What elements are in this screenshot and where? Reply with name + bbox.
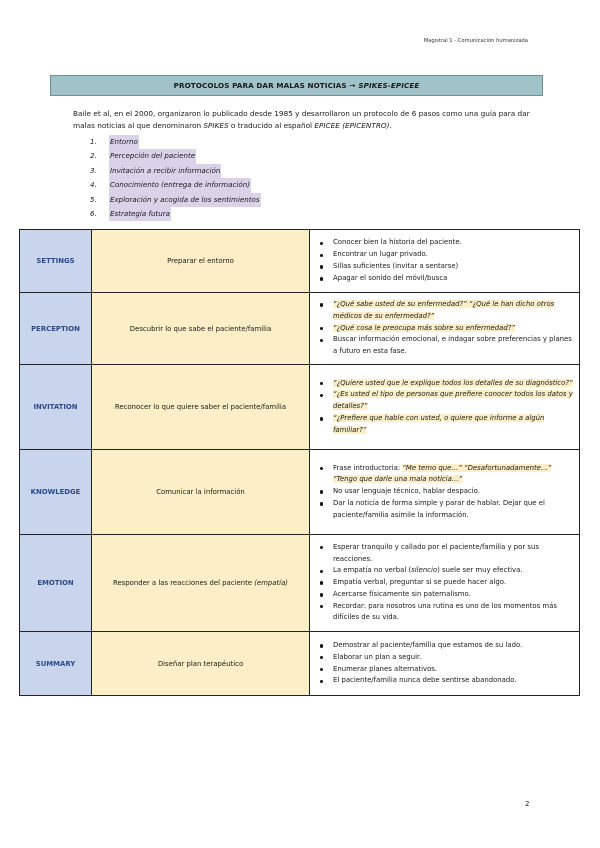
row-label: SUMMARY — [20, 632, 92, 696]
intro-text-3: . — [389, 121, 392, 131]
table-row — [20, 230, 580, 293]
row-items — [310, 365, 580, 450]
table-row — [20, 365, 580, 450]
step-text: Exploración y acogida de los sentimientos — [109, 193, 261, 207]
row-description: Comunicar la información — [92, 450, 310, 535]
list-item: Empatía verbal, preguntar si se puede hacer algo. — [314, 577, 573, 589]
list-item: Apagar el sonido del móvil/busca — [314, 273, 573, 285]
steps-list — [90, 135, 261, 221]
list-item — [314, 378, 573, 390]
step-text: Percepción del paciente — [109, 149, 196, 163]
list-item: Encontrar un lugar privado. — [314, 249, 573, 261]
step-num: 1. — [90, 137, 97, 146]
list-item — [90, 149, 261, 163]
table-row — [20, 632, 580, 696]
list-item — [314, 413, 573, 437]
list-item — [314, 565, 573, 577]
quote-text: “¿Es usted el tipo de personas que prefiere conocer todos los datos y detalles?” — [333, 390, 573, 411]
row-description: Reconocer lo que quiere saber el paciente/familia — [92, 365, 310, 450]
list-item — [90, 135, 261, 149]
step-text: Estrategia futura — [109, 207, 171, 221]
list-item — [90, 178, 261, 192]
row-label: INVITATION — [20, 365, 92, 450]
row-label: EMOTION — [20, 535, 92, 632]
list-item: Acercarse físicamente sin paternalismo. — [314, 589, 573, 601]
table-row — [20, 293, 580, 365]
step-num: 4. — [90, 180, 97, 190]
row-items — [310, 450, 580, 535]
list-item: Buscar información emocional, e indagar sobre preferencias y planes a futuro en esta fase. — [314, 334, 573, 358]
row-items — [310, 632, 580, 696]
intro-epicee: EPICEE (EPICENTRO) — [314, 121, 390, 131]
list-item — [314, 323, 573, 335]
intro-phrase: Frase introductoria: — [333, 463, 403, 472]
list-item: Sillas suficientes (invitar a sentarse) — [314, 261, 573, 273]
header-note: Magistral 1 - Comunicación humanizada — [423, 38, 528, 44]
row-label: PERCEPTION — [20, 293, 92, 365]
list-item: Esperar tranquilo y callado por el paciente/familia y por sus reacciones. — [314, 542, 573, 566]
table-row — [20, 450, 580, 535]
row-description — [92, 535, 310, 632]
table-row — [20, 535, 580, 632]
page-number: 2 — [525, 800, 530, 808]
step-num: 6. — [90, 209, 97, 219]
list-item — [314, 389, 573, 413]
row-description: Descubrir lo que sabe el paciente/familia — [92, 293, 310, 365]
step-text: Conocimiento (entrega de información) — [109, 178, 251, 192]
desc-emphasis: (empatía) — [254, 579, 288, 587]
step-text: Entorno — [109, 135, 139, 149]
list-item: Recordar: para nosotros una rutina es uno de los momentos más difíciles de su vida. — [314, 601, 573, 625]
row-label: SETTINGS — [20, 230, 92, 293]
list-item: Dar la noticia de forma simple y parar de hablar. Dejar que el paciente/familia asimile la información. — [314, 498, 573, 522]
list-item — [90, 193, 261, 207]
quote-text: “Me temo que…” “Desafortunadamente…” “Tengo que darle una mala noticia…” — [333, 463, 552, 484]
quote-text: “¿Quiere usted que le explique todos los detalles de su diagnóstico?” — [333, 378, 573, 387]
row-items — [310, 293, 580, 365]
step-num: 5. — [90, 194, 97, 204]
list-item: Demostrar al paciente/familia que estamos de su lado. — [314, 640, 573, 652]
row-description: Preparar el entorno — [92, 230, 310, 293]
row-items — [310, 535, 580, 632]
row-items — [310, 230, 580, 293]
list-item: El paciente/familia nunca debe sentirse abandonado. — [314, 675, 573, 687]
step-text: Invitación a recibir información — [109, 164, 221, 178]
list-item — [90, 164, 261, 178]
title-main: PROTOCOLOS PARA DAR MALAS NOTICIAS → — [173, 81, 356, 90]
page-title — [50, 75, 543, 96]
list-item: Elaborar un plan a seguir. — [314, 652, 573, 664]
row-label: KNOWLEDGE — [20, 450, 92, 535]
quote-text: “¿Prefiere que hable con usted, o quiere que informe a algún familiar?” — [333, 413, 545, 434]
row-description: Diseñar plan terapéutico — [92, 632, 310, 696]
step-num: 3. — [90, 165, 97, 175]
spikes-table — [19, 229, 580, 696]
desc-text: Responder a las reacciones del paciente — [113, 579, 255, 587]
intro-spikes: SPIKES — [203, 121, 229, 131]
item-text: La empatía no verbal ( — [333, 566, 412, 575]
quote-text: “¿Qué cosa le preocupa más sobre su enfermedad?” — [333, 323, 515, 332]
intro-paragraph — [73, 108, 538, 133]
quote-text: “¿Qué sabe usted de su enfermedad?” “¿Qué le han dicho otros médicos de su enfermedad?” — [333, 300, 555, 320]
list-item: Enumerar planes alternativos. — [314, 664, 573, 676]
list-item — [314, 463, 573, 487]
title-em: SPIKES-EPICEE — [358, 81, 420, 90]
list-item: No usar lenguaje técnico, hablar despacio. — [314, 486, 573, 498]
intro-text-2: o traducido al español — [228, 121, 315, 131]
step-num: 2. — [90, 151, 97, 161]
item-emphasis: silencio — [411, 566, 438, 575]
list-item — [314, 299, 573, 323]
intro-text-1: Baile et al, en el 2000, organizaron lo publicado desde 1985 y desarrollaron un protocolo de 6 pasos como una guía para dar malas noticias al que denominaron — [73, 109, 530, 131]
list-item: Conocer bien la historia del paciente. — [314, 237, 573, 249]
item-text: ) suele ser muy efectiva. — [437, 566, 523, 575]
list-item — [90, 207, 261, 221]
